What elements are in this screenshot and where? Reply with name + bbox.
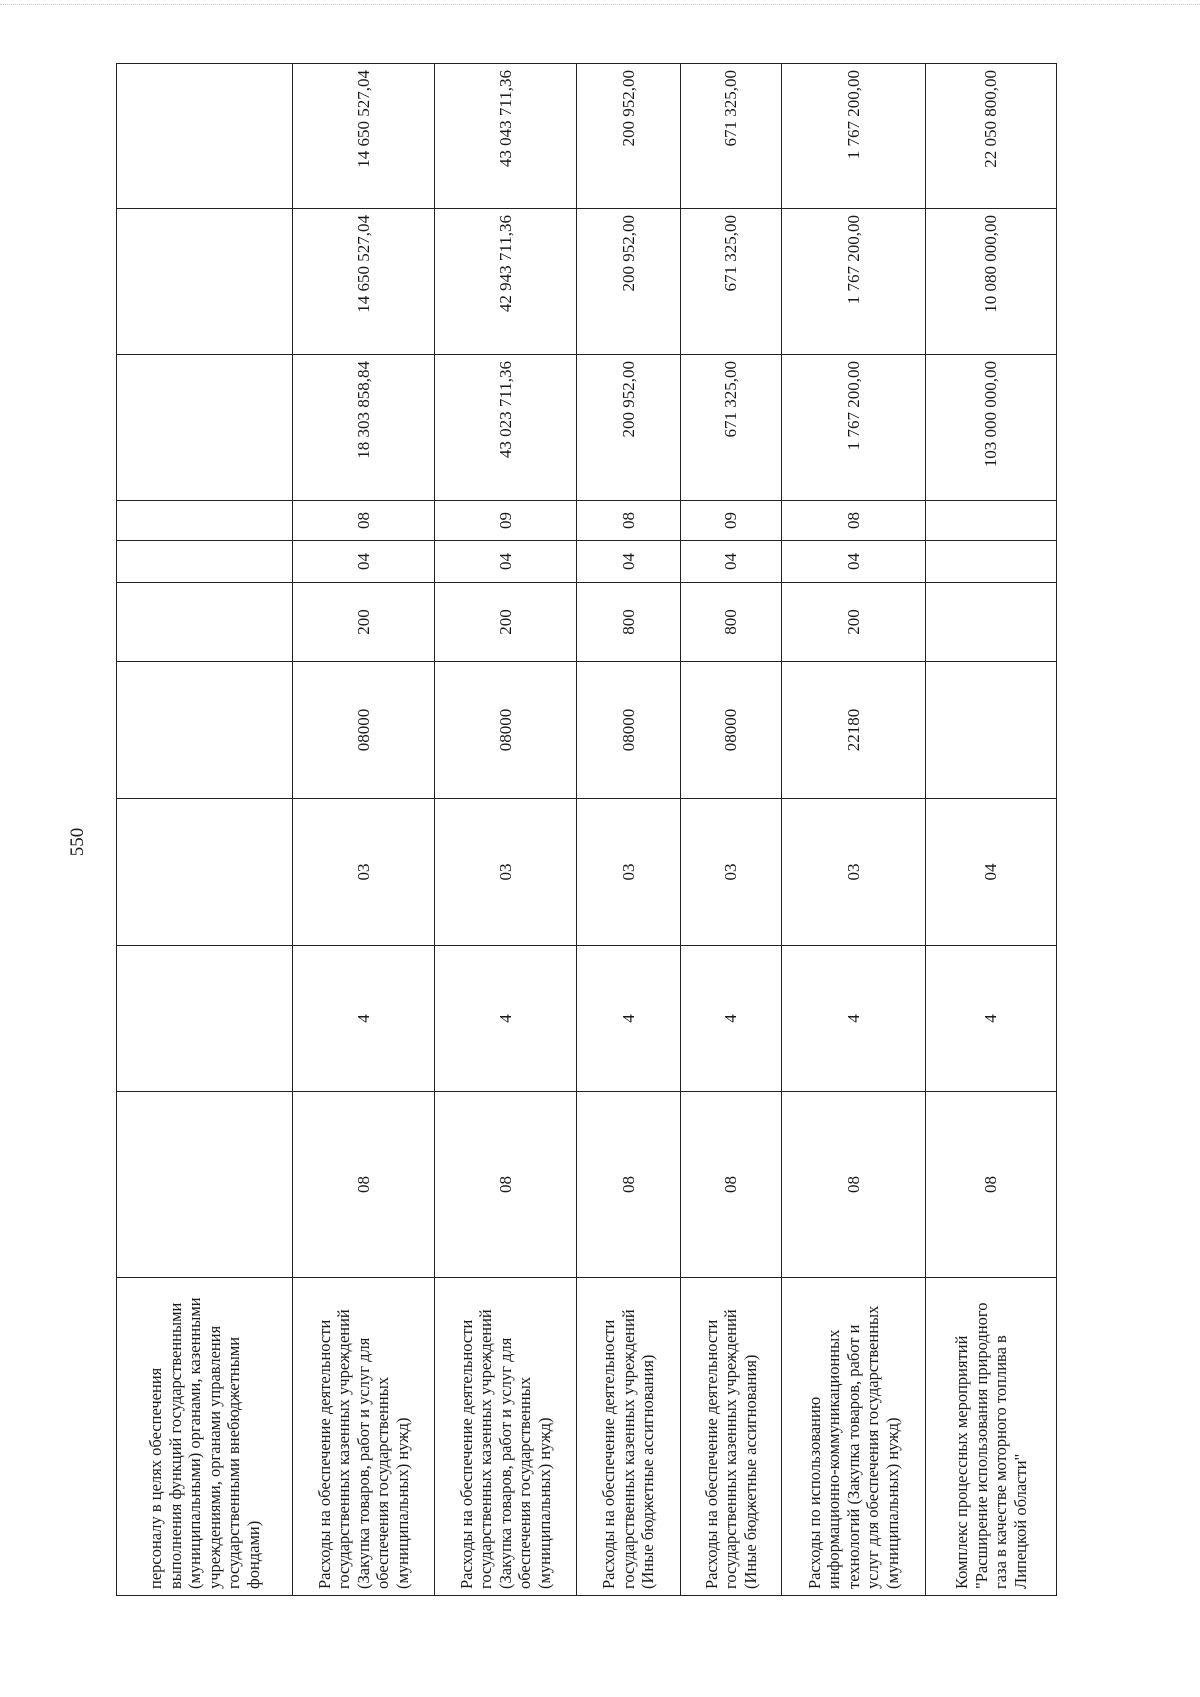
row-name: Расходы на обеспечение деятельности государственных казенных учреждений (Иные бюджетные ассигнования): [577, 1278, 681, 1596]
cell-sum-2024: [117, 209, 293, 355]
cell-subsection: [117, 501, 293, 541]
cell-ministry: 08: [435, 1092, 577, 1278]
row-name: Расходы на обеспечение деятельности государственных казенных учреждений (Закупка товаров, работ и услуг для обеспечения государственных (муниципальных) нужд): [435, 1278, 577, 1596]
cell-sum-2024: 42 943 711,36: [435, 209, 577, 355]
cell-sum-2024: 14 650 527,04: [293, 209, 435, 355]
cell-ministry: 08: [293, 1092, 435, 1278]
cell-expense-type: [926, 583, 1057, 662]
cell-target-article: 08000: [577, 662, 681, 799]
cell-target-article: [926, 662, 1057, 799]
cell-subprogram: 03: [293, 799, 435, 946]
cell-section: [117, 541, 293, 583]
cell-expense-type: [117, 583, 293, 662]
cell-ministry: 08: [782, 1092, 926, 1278]
cell-target-article: 22180: [782, 662, 926, 799]
cell-program: 4: [681, 946, 782, 1092]
cell-ministry: [117, 1092, 293, 1278]
cell-sum-2025: 14 650 527,04: [293, 64, 435, 209]
cell-expense-type: 200: [782, 583, 926, 662]
rotated-table-frame: [116, 64, 1056, 1596]
row-name: Комплекс процессных мероприятий "Расширение использования природного газа в качестве моторного топлива в Липецкой области": [926, 1278, 1057, 1596]
cell-expense-type: 200: [293, 583, 435, 662]
table-row: [681, 64, 782, 1596]
cell-program: [117, 946, 293, 1092]
cell-subprogram: [117, 799, 293, 946]
cell-section: 04: [435, 541, 577, 583]
table-row: [782, 64, 926, 1596]
cell-sum-2025: 200 952,00: [577, 64, 681, 209]
cell-subsection: 08: [577, 501, 681, 541]
cell-section: 04: [681, 541, 782, 583]
budget-table: [116, 63, 1057, 1596]
row-name: Расходы на обеспечение деятельности государственных казенных учреждений (Закупка товаров, работ и услуг для обеспечения государственных (муниципальных) нужд): [293, 1278, 435, 1596]
cell-sum-2023: 103 000 000,00: [926, 355, 1057, 501]
cell-section: [926, 541, 1057, 583]
cell-sum-2023: [117, 355, 293, 501]
cell-sum-2023: 200 952,00: [577, 355, 681, 501]
cell-sum-2025: 43 043 711,36: [435, 64, 577, 209]
cell-subprogram: 03: [435, 799, 577, 946]
table-row: [577, 64, 681, 1596]
row-name: персоналу в целях обеспечения выполнения функций государственными (муниципальными) органами, казенными учреждениями, органами управления государственными внебюджетными фондами): [117, 1278, 293, 1596]
table-row: [435, 64, 577, 1596]
table-row: [926, 64, 1057, 1596]
cell-subprogram: 03: [782, 799, 926, 946]
table-row: [117, 64, 293, 1596]
cell-sum-2024: 671 325,00: [681, 209, 782, 355]
cell-sum-2023: 1 767 200,00: [782, 355, 926, 501]
cell-subprogram: 03: [577, 799, 681, 946]
cell-section: 04: [577, 541, 681, 583]
cell-section: 04: [782, 541, 926, 583]
cell-sum-2025: 22 050 800,00: [926, 64, 1057, 209]
cell-sum-2024: 1 767 200,00: [782, 209, 926, 355]
cell-sum-2023: 18 303 858,84: [293, 355, 435, 501]
cell-ministry: 08: [577, 1092, 681, 1278]
cell-target-article: 08000: [681, 662, 782, 799]
cell-sum-2025: 1 767 200,00: [782, 64, 926, 209]
table-body: [117, 64, 1057, 1596]
cell-subsection: 09: [435, 501, 577, 541]
cell-sum-2025: [117, 64, 293, 209]
cell-section: 04: [293, 541, 435, 583]
cell-program: 4: [782, 946, 926, 1092]
cell-ministry: 08: [926, 1092, 1057, 1278]
table-row: [293, 64, 435, 1596]
row-name: Расходы на обеспечение деятельности государственных казенных учреждений (Иные бюджетные ассигнования): [681, 1278, 782, 1596]
cell-subprogram: 03: [681, 799, 782, 946]
cell-expense-type: 200: [435, 583, 577, 662]
cell-target-article: 08000: [293, 662, 435, 799]
rotated-table-content: [116, 64, 1056, 1596]
cell-program: 4: [926, 946, 1057, 1092]
cell-program: 4: [435, 946, 577, 1092]
cell-subprogram: 04: [926, 799, 1057, 946]
cell-expense-type: 800: [681, 583, 782, 662]
cell-target-article: 08000: [435, 662, 577, 799]
cell-sum-2024: 200 952,00: [577, 209, 681, 355]
cell-subsection: 09: [681, 501, 782, 541]
cell-sum-2023: 43 023 711,36: [435, 355, 577, 501]
cell-sum-2024: 10 080 000,00: [926, 209, 1057, 355]
row-name: Расходы по использованию информационно-коммуникационных технологий (Закупка товаров, работ и услуг для обеспечения государственных (муниципальных) нужд): [782, 1278, 926, 1596]
page-number: 550: [67, 827, 88, 857]
cell-sum-2025: 671 325,00: [681, 64, 782, 209]
cell-subsection: 08: [293, 501, 435, 541]
cell-program: 4: [577, 946, 681, 1092]
cell-ministry: 08: [681, 1092, 782, 1278]
cell-subsection: 08: [782, 501, 926, 541]
cell-subsection: [926, 501, 1057, 541]
cell-target-article: [117, 662, 293, 799]
cell-expense-type: 800: [577, 583, 681, 662]
cell-sum-2023: 671 325,00: [681, 355, 782, 501]
scan-edge-line: [0, 4, 1200, 5]
cell-program: 4: [293, 946, 435, 1092]
